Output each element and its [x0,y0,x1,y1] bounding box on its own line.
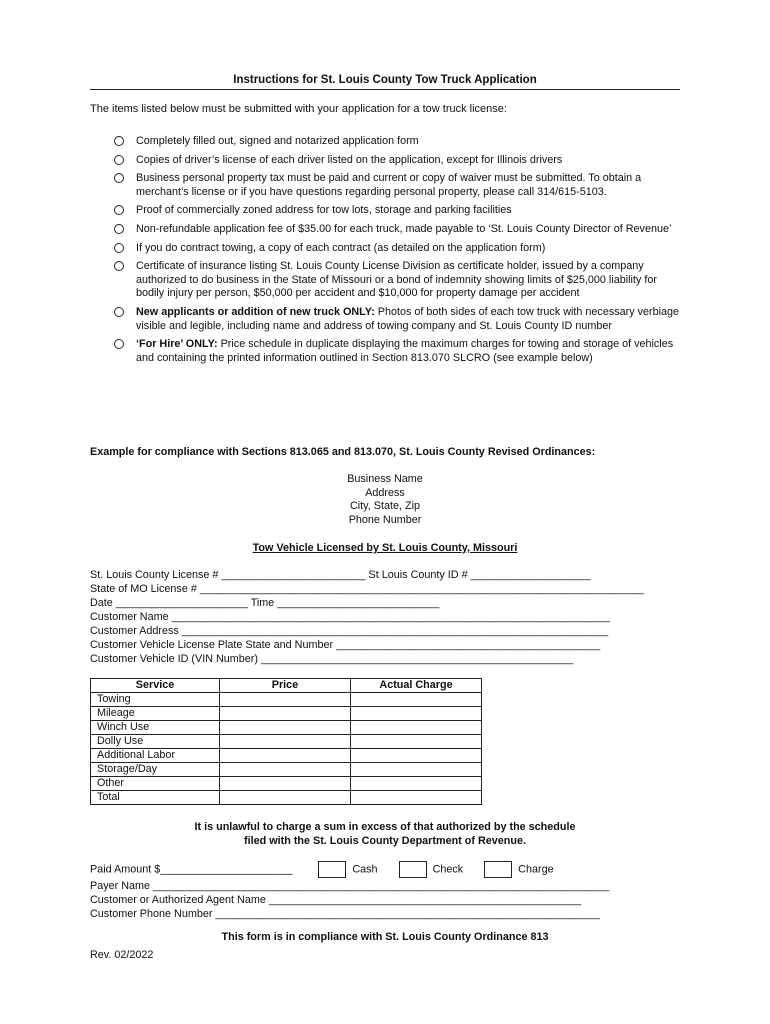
circle-bullet-icon [114,155,124,165]
compliance-note: This form is in compliance with St. Louis County Ordinance 813 [221,931,549,943]
phone-field[interactable]: Customer Phone Number ________________________________________________________________ [90,908,600,920]
circle-bullet-icon [114,261,124,271]
notice-line: filed with the St. Louis County Department of Revenue. [244,835,526,847]
payment-section [90,861,690,921]
actual-charge-cell[interactable] [351,721,482,735]
service-table [90,678,482,805]
requirement-item [112,204,682,218]
address-line: City, State, Zip [349,500,420,513]
circle-bullet-icon [114,339,124,349]
customer-address-field[interactable]: Customer Address _______________________________________________________________________ [90,625,609,637]
requirement-item [112,172,682,199]
requirement-text: Business personal property tax must be paid and current or copy of waiver must be submitted. To obtain a merchant’s license or if you have questions regarding personal property, please call 314/615-5103. [136,172,642,198]
actual-charge-cell[interactable] [351,777,482,791]
customer-name-field[interactable]: Customer Name _________________________________________________________________________ [90,611,610,623]
table-row [91,721,482,735]
paid-amount-field[interactable]: Paid Amount $______________________ [90,863,293,876]
service-name-cell: Mileage [91,707,220,721]
requirement-item [112,338,682,365]
table-row [91,735,482,749]
cash-checkbox[interactable] [318,861,346,878]
service-name-cell: Storage/Day [91,763,220,777]
requirements-list [112,135,682,370]
requirement-text: Certificate of insurance listing St. Louis County License Division as certificate holder, issued by a company authorized to do business in the State of Missouri or a bond of indemnity showing limits of $25,000 liability for bodily injury per person, $50,000 per accident and $10,000 for property damage per accident [136,260,657,300]
licensed-heading: Tow Vehicle Licensed by St. Louis County, Missouri [252,542,518,554]
charge-label: Charge [518,863,554,876]
title-divider [90,89,680,90]
table-header: Service [91,679,220,693]
circle-bullet-icon [114,307,124,317]
requirement-text: Proof of commercially zoned address for tow lots, storage and parking facilities [136,204,512,217]
requirement-item [112,135,682,149]
circle-bullet-icon [114,243,124,253]
payer-name-field[interactable]: Payer Name ____________________________________________________________________________ [90,880,610,892]
requirement-item [112,242,682,256]
requirement-item [112,154,682,168]
service-name-cell: Other [91,777,220,791]
actual-charge-cell[interactable] [351,763,482,777]
vin-field[interactable]: Customer Vehicle ID (VIN Number) ____________________________________________________ [90,653,574,665]
price-cell[interactable] [220,791,351,805]
requirement-item [112,223,682,237]
actual-charge-cell[interactable] [351,791,482,805]
address-block [0,473,770,527]
service-name-cell: Additional Labor [91,749,220,763]
address-line: Business Name [347,473,423,485]
page-title: Instructions for St. Louis County Tow Truck Application [233,74,537,86]
price-cell[interactable] [220,735,351,749]
check-label: Check [432,863,464,876]
table-row [91,763,482,777]
table-row [91,707,482,721]
agent-name-field[interactable]: Customer or Authorized Agent Name ____________________________________________________ [90,894,582,906]
charge-option[interactable] [484,861,553,878]
actual-charge-cell[interactable] [351,749,482,763]
requirement-text: Photos of both sides of each tow truck with necessary verbiage visible and legible, including name and address of towing company and St. Louis County ID number [136,305,680,332]
mo-license-field[interactable]: State of MO License # __________________________________________________________________________ [90,583,645,595]
table-row [91,749,482,763]
notice-line: It is unlawful to charge a sum in excess of that authorized by the schedule [194,821,576,833]
requirement-bold: New applicants or addition of new truck ONLY: [136,305,375,318]
price-cell[interactable] [220,777,351,791]
table-row [91,693,482,707]
requirement-text: If you do contract towing, a copy of each contract (as detailed on the application form) [136,241,546,254]
requirement-text: Price schedule in duplicate displaying the maximum charges for towing and storage of vehicles and containing the printed information outlined in Section 813.070 SLCRO (see example below) [136,338,674,364]
check-option[interactable] [399,861,464,878]
requirement-text: Non-refundable application fee of $35.00 for each truck, made payable to ‘St. Louis County Director of Revenue’ [136,222,672,235]
service-name-cell: Total [91,791,220,805]
address-line: Address [365,486,405,499]
requirement-text: Copies of driver’s license of each driver listed on the application, except for Illinois drivers [136,153,563,166]
payment-row [90,861,690,879]
date-time-field[interactable]: Date ______________________ Time ___________________________ [90,597,440,609]
example-heading: Example for compliance with Sections 813.065 and 813.070, St. Louis County Revised Ordinances: [90,446,596,458]
actual-charge-cell[interactable] [351,735,482,749]
circle-bullet-icon [114,224,124,234]
table-row [91,791,482,805]
form-fields [90,568,690,666]
table-header: Price [220,679,351,693]
requirement-item [112,306,682,333]
revision-label: Rev. 02/2022 [90,949,154,961]
cash-label: Cash [352,863,378,876]
requirement-bold: ‘For Hire’ ONLY: [136,338,218,351]
price-cell[interactable] [220,721,351,735]
price-cell[interactable] [220,763,351,777]
table-header: Actual Charge [351,679,482,693]
charge-checkbox[interactable] [484,861,512,878]
license-plate-field[interactable]: Customer Vehicle License Plate State and Number ____________________________________________ [90,639,601,651]
unlawful-notice [0,820,770,848]
service-name-cell: Dolly Use [91,735,220,749]
requirement-item [112,260,682,301]
circle-bullet-icon [114,205,124,215]
check-checkbox[interactable] [399,861,427,878]
service-name-cell: Towing [91,693,220,707]
table-row [91,777,482,791]
actual-charge-cell[interactable] [351,693,482,707]
circle-bullet-icon [114,173,124,183]
price-cell[interactable] [220,693,351,707]
price-cell[interactable] [220,749,351,763]
price-cell[interactable] [220,707,351,721]
requirement-text: Completely filled out, signed and notarized application form [136,135,419,147]
service-name-cell: Winch Use [91,721,220,735]
license-id-field[interactable]: St. Louis County License # ________________________ St Louis County ID # ____________________ [90,569,591,581]
actual-charge-cell[interactable] [351,707,482,721]
cash-option[interactable] [318,861,377,878]
circle-bullet-icon [114,136,124,146]
intro-text: The items listed below must be submitted with your application for a tow truck license: [90,103,507,115]
address-line: Phone Number [348,513,422,526]
